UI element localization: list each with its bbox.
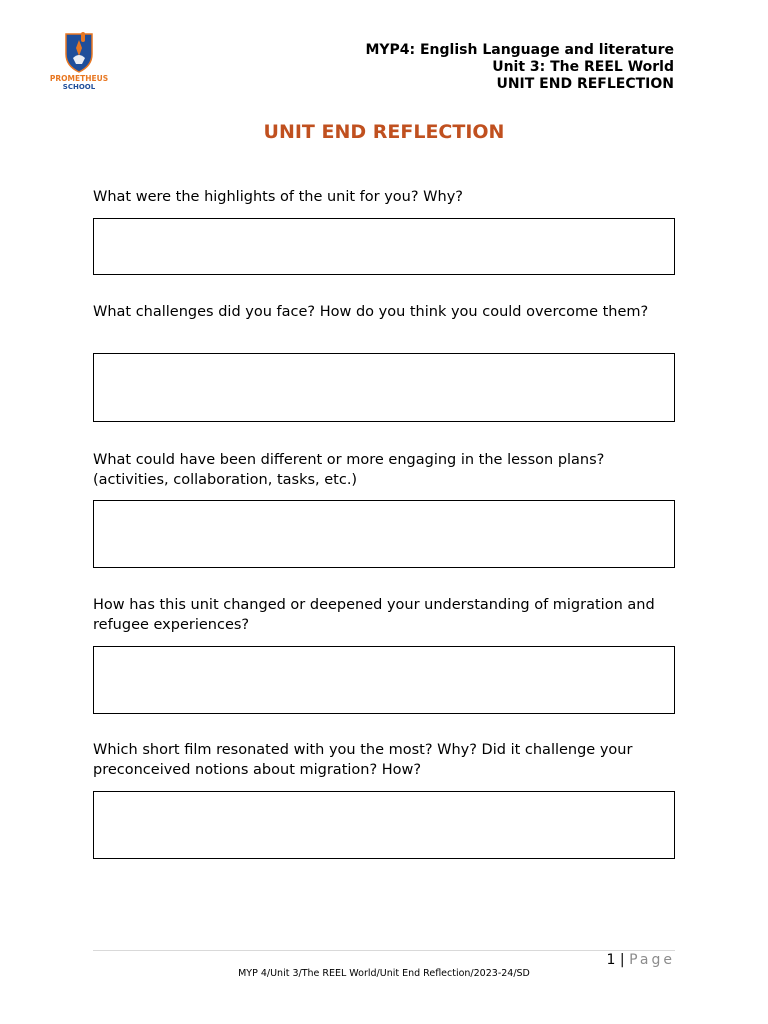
- logo-text-line1: PROMETHEUS: [49, 74, 109, 83]
- answer-box-3[interactable]: [93, 500, 675, 568]
- footer-text: MYP 4/Unit 3/The REEL World/Unit End Reflection/2023-24/SD: [238, 968, 530, 979]
- page-label: Page: [629, 952, 675, 968]
- school-logo: [46, 28, 112, 94]
- header-course: MYP4: English Language and literature: [365, 42, 674, 58]
- question-5: Which short film resonated with you the most? Why? Did it challenge your preconceived notions about migration? How?: [93, 742, 633, 778]
- answer-box-2[interactable]: [93, 353, 675, 422]
- document-header: [365, 42, 674, 93]
- logo-text-line2: SCHOOL: [62, 83, 96, 91]
- question-2: What challenges did you face? How do you think you could overcome them?: [93, 304, 649, 320]
- footer-divider: [93, 950, 675, 951]
- answer-box-1[interactable]: [93, 218, 675, 275]
- question-1: What were the highlights of the unit for you? Why?: [93, 189, 463, 205]
- page-title: UNIT END REFLECTION: [263, 121, 505, 143]
- header-unit: Unit 3: The REEL World: [492, 59, 674, 75]
- question-4: How has this unit changed or deepened your understanding of migration and refugee experiences?: [93, 597, 655, 633]
- answer-box-4[interactable]: [93, 646, 675, 714]
- answer-box-5[interactable]: [93, 791, 675, 859]
- question-3: What could have been different or more engaging in the lesson plans? (activities, collaboration, tasks, etc.): [93, 452, 605, 488]
- page-number: [607, 952, 675, 968]
- page-number-separator: |: [619, 952, 625, 968]
- header-doc-type: UNIT END REFLECTION: [496, 76, 674, 92]
- page-number-value: 1: [606, 952, 616, 968]
